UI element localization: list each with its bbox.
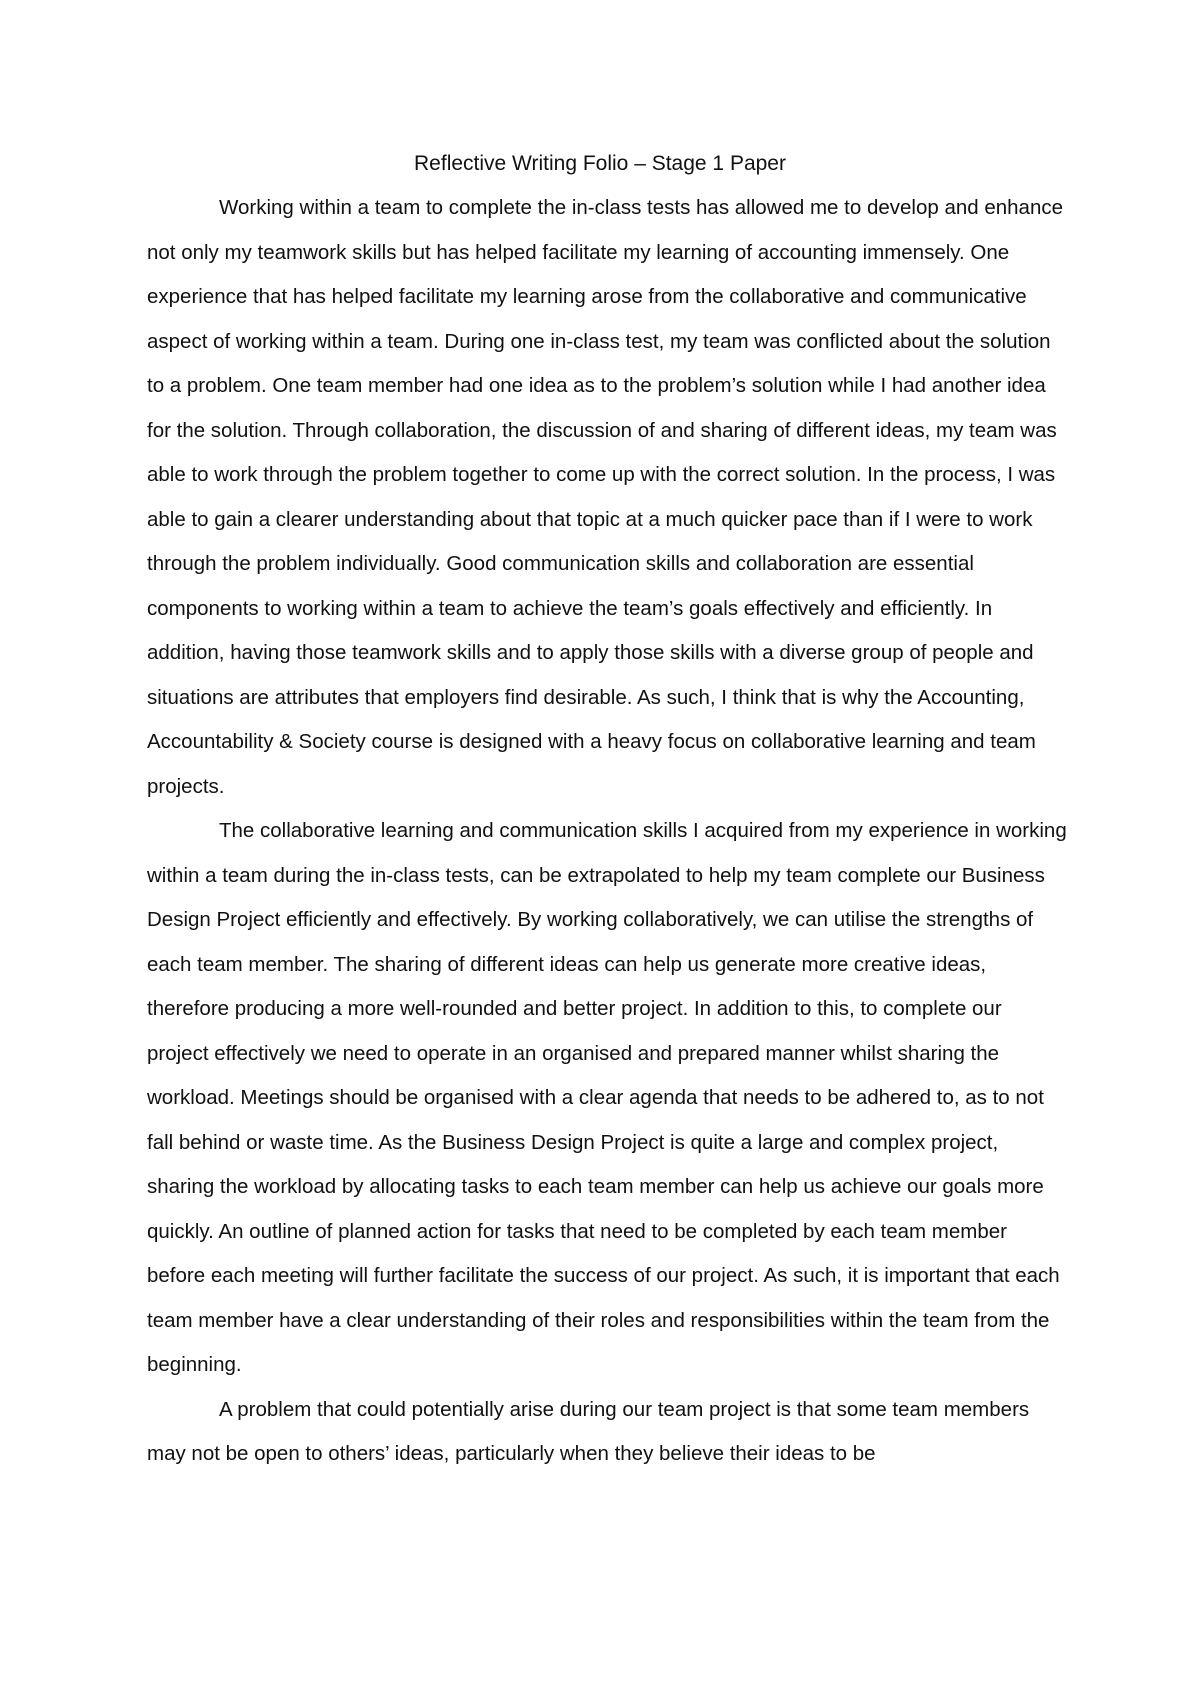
- paragraph-potential-problem: A problem that could potentially arise during our team project is that some team members may not be open to others’ ideas, particularly when they believe their ideas to be: [147, 1397, 1030, 1465]
- paragraph-business-design-project: The collaborative learning and communication skills I acquired from my experience in working within a team during the in-class tests, can be extrapolated to help my team complete our Business Design Project efficiently and effectively. By working collaboratively, we can utilise the strengths of each team member. The sharing of different ideas can help us generate more creative ideas, therefore producing a more well-rounded and better project. In addition to this, to complete our project effectively we need to operate in an organised and prepared manner whilst sharing the workload. Meetings should be organised with a clear agenda that needs to be adhered to, as to not fall behind or waste time. As the Business Design Project is quite a large and complex project, sharing the workload by allocating tasks to each team member can help us achieve our goals more quickly. An outline of planned action for tasks that need to be completed by each team member before each meeting will further facilitate the success of our project. As such, it is important that each team member have a clear understanding of their roles and responsibilities within the team from the beginning.: [147, 819, 1067, 1376]
- paragraph-teamwork-experience: Working within a team to complete the in-class tests has allowed me to develop and enhance not only my teamwork skills but has helped facilitate my learning of accounting immensely. One experience that has helped facilitate my learning arose from the collaborative and communicative aspect of working within a team. During one in-class test, my team was conflicted about the solution to a problem. One team member had one idea as to the problem’s solution while I had another idea for the solution. Through collaboration, the discussion of and sharing of different ideas, my team was able to work through the problem together to come up with the correct solution. In the process, I was able to gain a clearer understanding about that topic at a much quicker pace than if I were to work through the problem individually. Good communication skills and collaboration are essential components to working within a team to achieve the team’s goals effectively and efficiently. In addition, having those teamwork skills and to apply those skills with a diverse group of people and situations are attributes that employers find desirable. As such, I think that is why the Accounting, Accountability & Society course is designed with a heavy focus on collaborative learning and team projects.: [147, 196, 1064, 798]
- document-body: [147, 186, 1067, 1477]
- document-title: Reflective Writing Folio – Stage 1 Paper: [414, 152, 786, 175]
